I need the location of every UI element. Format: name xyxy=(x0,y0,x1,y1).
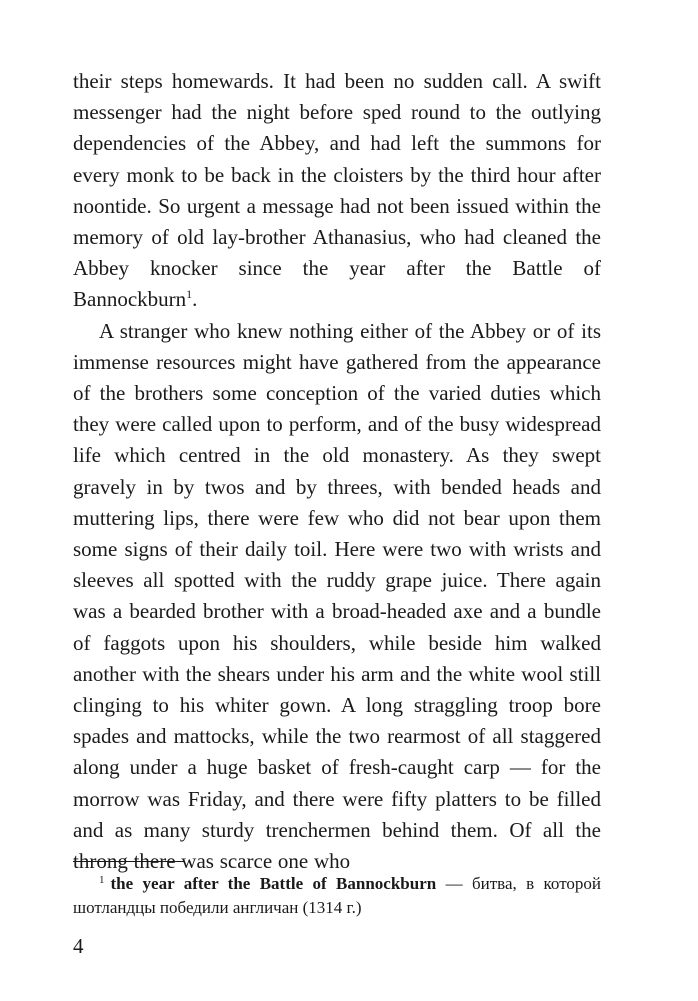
footnote-number: 1 xyxy=(99,874,105,886)
paragraph-1 xyxy=(73,66,601,316)
footnote-divider xyxy=(73,861,185,862)
page-body xyxy=(73,66,601,877)
footnote-explanation: — битва, в которой шотландцы победили англичан (1314 г.) xyxy=(73,874,601,917)
footnote-reference[interactable]: 1 xyxy=(186,287,193,302)
paragraph-2-text: A stranger who knew nothing either of the Abbey or of its immense resources might have gathered from the appearance of the brothers some conception of the varied duties which they were called upon to perform, and of the busy widespread life which centred in the old monastery. As they swept gravely in by twos and by threes, with bended heads and muttering lips, there were few who did not bear upon them some signs of their daily toil. Here were two with wrists and sleeves all spotted with the ruddy grape juice. There again was a bearded brother with a broad-headed axe and a bundle of faggots upon his shoulders, while beside him walked another with the shears under his arm and the white wool still clinging to his whiter gown. A long straggling troop bore spades and mattocks, while the two rearmost of all staggered along under a huge basket of fresh-caught carp — for the morrow was Friday, and there were fifty platters to be filled and as many sturdy trenchermen behind them. Of all the throng there was scarce one who xyxy=(73,318,601,874)
paragraph-1-text: their steps homewards. It had been no sudden call. A swift messenger had the night before sped round to the outlying dependencies of the Abbey, and had left the summons for every monk to be back in the cloisters by the third hour after noontide. So urgent a message had not been issued within the memory of old lay-brother Athanasius, who had cleaned the Abbey knocker since the year after the Battle of Bannockburn xyxy=(73,69,601,312)
footnote xyxy=(73,872,601,920)
paragraph-2 xyxy=(73,316,601,878)
page-number: 4 xyxy=(73,934,84,958)
paragraph-1-end: . xyxy=(192,287,198,312)
footnote-term: the year after the Battle of Bannockburn xyxy=(110,874,437,893)
